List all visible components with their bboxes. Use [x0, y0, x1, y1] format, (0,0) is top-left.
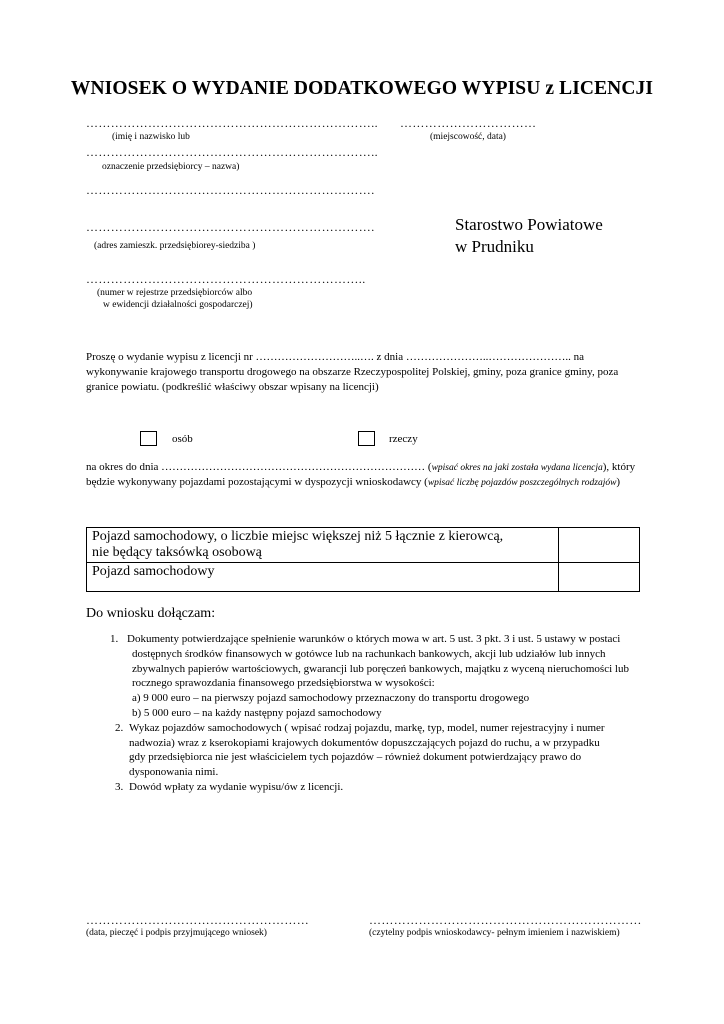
- applicant-company-field[interactable]: ……………………………………………………………..: [86, 145, 378, 159]
- request-line-3: granice powiatu. (podkreślić właściwy obszar wpisany na licencji): [86, 381, 379, 393]
- vehicles-table: [86, 527, 640, 592]
- period-line-1-end: ), który: [602, 461, 636, 473]
- list-item-line: b) 5 000 euro – na każdy następny pojazd samochodowy: [132, 706, 382, 719]
- list-item-number: 3.: [115, 780, 124, 793]
- vehicle-type-label: Pojazd samochodowy: [92, 564, 215, 579]
- applicant-signature-field[interactable]: …………………………………………………………: [369, 913, 642, 927]
- applicant-company-label: oznaczenie przedsiębiorcy – nazwa): [102, 162, 240, 172]
- persons-checkbox[interactable]: [140, 431, 157, 446]
- register-number-label: (numer w rejestrze przedsiębiorców albo: [97, 288, 253, 298]
- persons-checkbox-label: osób: [172, 433, 193, 445]
- period-line-2: [86, 475, 620, 492]
- period-line-2-end: ): [616, 476, 621, 488]
- period-line-1-hint: wpisać okres na jaki została wydana licencja: [431, 463, 603, 473]
- request-line-1: Proszę o wydanie wypisu z licencji nr ………………………..…. z dnia …………………..………………….. na: [86, 351, 584, 363]
- period-line-1-text: na okres do dnia ……………………………………………………………… (: [86, 461, 432, 473]
- goods-checkbox[interactable]: [358, 431, 375, 446]
- list-item-line: nadwozia) wraz z kserokopiami krajowych dokumentów dopuszczających pojazd do ruchu, a w przypadku: [129, 736, 600, 749]
- list-item-line: rocznego sprawozdania finansowego przedsiębiorstwa w wysokości:: [132, 677, 435, 690]
- vehicle-type-label-2: nie będący taksówką osobową: [92, 545, 262, 560]
- list-item-line: Dowód wpłaty za wydanie wypisu/ów z licencji.: [129, 780, 344, 793]
- applicant-name-label: (imię i nazwisko lub: [112, 132, 190, 142]
- list-item: [86, 721, 646, 780]
- applicant-address-field[interactable]: …………………………………………………………….: [86, 220, 375, 234]
- vehicle-count-input[interactable]: [559, 563, 640, 592]
- applicant-signature-label: (czytelny podpis wnioskodawcy- pełnym imieniem i nazwiskiem): [369, 928, 620, 938]
- form-title: WNIOSEK O WYDANIE DODATKOWEGO WYPISU z LICENCJI: [70, 78, 654, 99]
- list-item-number: 2.: [115, 721, 124, 734]
- attachments-list: [86, 632, 646, 795]
- table-row: [87, 563, 640, 592]
- request-line-2: wykonywanie krajowego transportu drogowego na obszarze Rzeczypospolitej Polskiej, gminy, poza granice gminy, poza: [86, 366, 619, 378]
- vehicle-count-input[interactable]: [559, 528, 640, 563]
- receiver-signature-label: (data, pieczęć i podpis przyjmującego wniosek): [86, 928, 267, 938]
- place-date-field[interactable]: ……………………………: [400, 116, 537, 130]
- goods-checkbox-label: rzeczy: [389, 433, 418, 445]
- vehicle-type-cell: [87, 563, 559, 592]
- receiver-signature-field[interactable]: ………………………………………………: [86, 913, 310, 927]
- attachments-heading: Do wniosku dołączam:: [86, 606, 216, 621]
- list-item: [86, 780, 646, 795]
- list-item-line: a) 9 000 euro – na pierwszy pojazd samochodowy przeznaczony do transportu drogowego: [132, 692, 530, 705]
- table-row: [87, 528, 640, 563]
- register-number-field[interactable]: …………………………………………………………..: [86, 272, 366, 286]
- applicant-address-label: (adres zamieszk. przedsiębiorey-siedziba ): [94, 241, 256, 251]
- list-item-line: Wykaz pojazdów samochodowych ( wpisać rodzaj pojazdu, markę, typ, model, numer rejestracyjny i numer: [129, 721, 605, 734]
- recipient-office: Starostwo Powiatowe: [455, 215, 603, 234]
- vehicle-type-cell: [87, 528, 559, 563]
- list-item-line: dysponowania nimi.: [129, 766, 219, 779]
- applicant-extra-field[interactable]: …………………………………………………………….: [86, 183, 375, 197]
- place-date-label: (miejscowość, data): [430, 132, 506, 142]
- vehicle-type-label: Pojazd samochodowy, o liczbie miejsc większej niż 5 łącznie z kierowcą,: [92, 529, 504, 544]
- list-item-line: gdy przedsiębiorca nie jest właścicielem tych pojazdów – również dokument potwierdzający prawo do: [129, 751, 582, 764]
- list-item: [86, 632, 646, 721]
- list-item-line: Dokumenty potwierdzające spełnienie warunków o których mowa w art. 5 ust. 3 pkt. 3 i ust. 5 ustawy w postaci: [127, 633, 621, 645]
- list-item-number: 1.: [110, 633, 119, 645]
- recipient-city: w Prudniku: [455, 237, 534, 256]
- register-number-label-2: w ewidencji działalności gospodarczej): [103, 300, 253, 310]
- period-line-2-hint: wpisać liczbę pojazdów poszczególnych rodzajów: [427, 478, 617, 488]
- list-item-line: zbywalnych papierów wartościowych, gwarancji lub poręczeń bankowych, majątku z wyceną nieruchomości lub: [132, 662, 629, 675]
- applicant-name-field[interactable]: ……………………………………………………………..: [86, 116, 378, 130]
- list-item-line: dostępnych środków finansowych w gotówce lub na rachunkach bankowych, akcji lub udziałów lub innych: [132, 647, 606, 660]
- period-line-2-text: będzie wykonywany pojazdami pozostającymi w dyspozycji wnioskodawcy (: [86, 476, 428, 488]
